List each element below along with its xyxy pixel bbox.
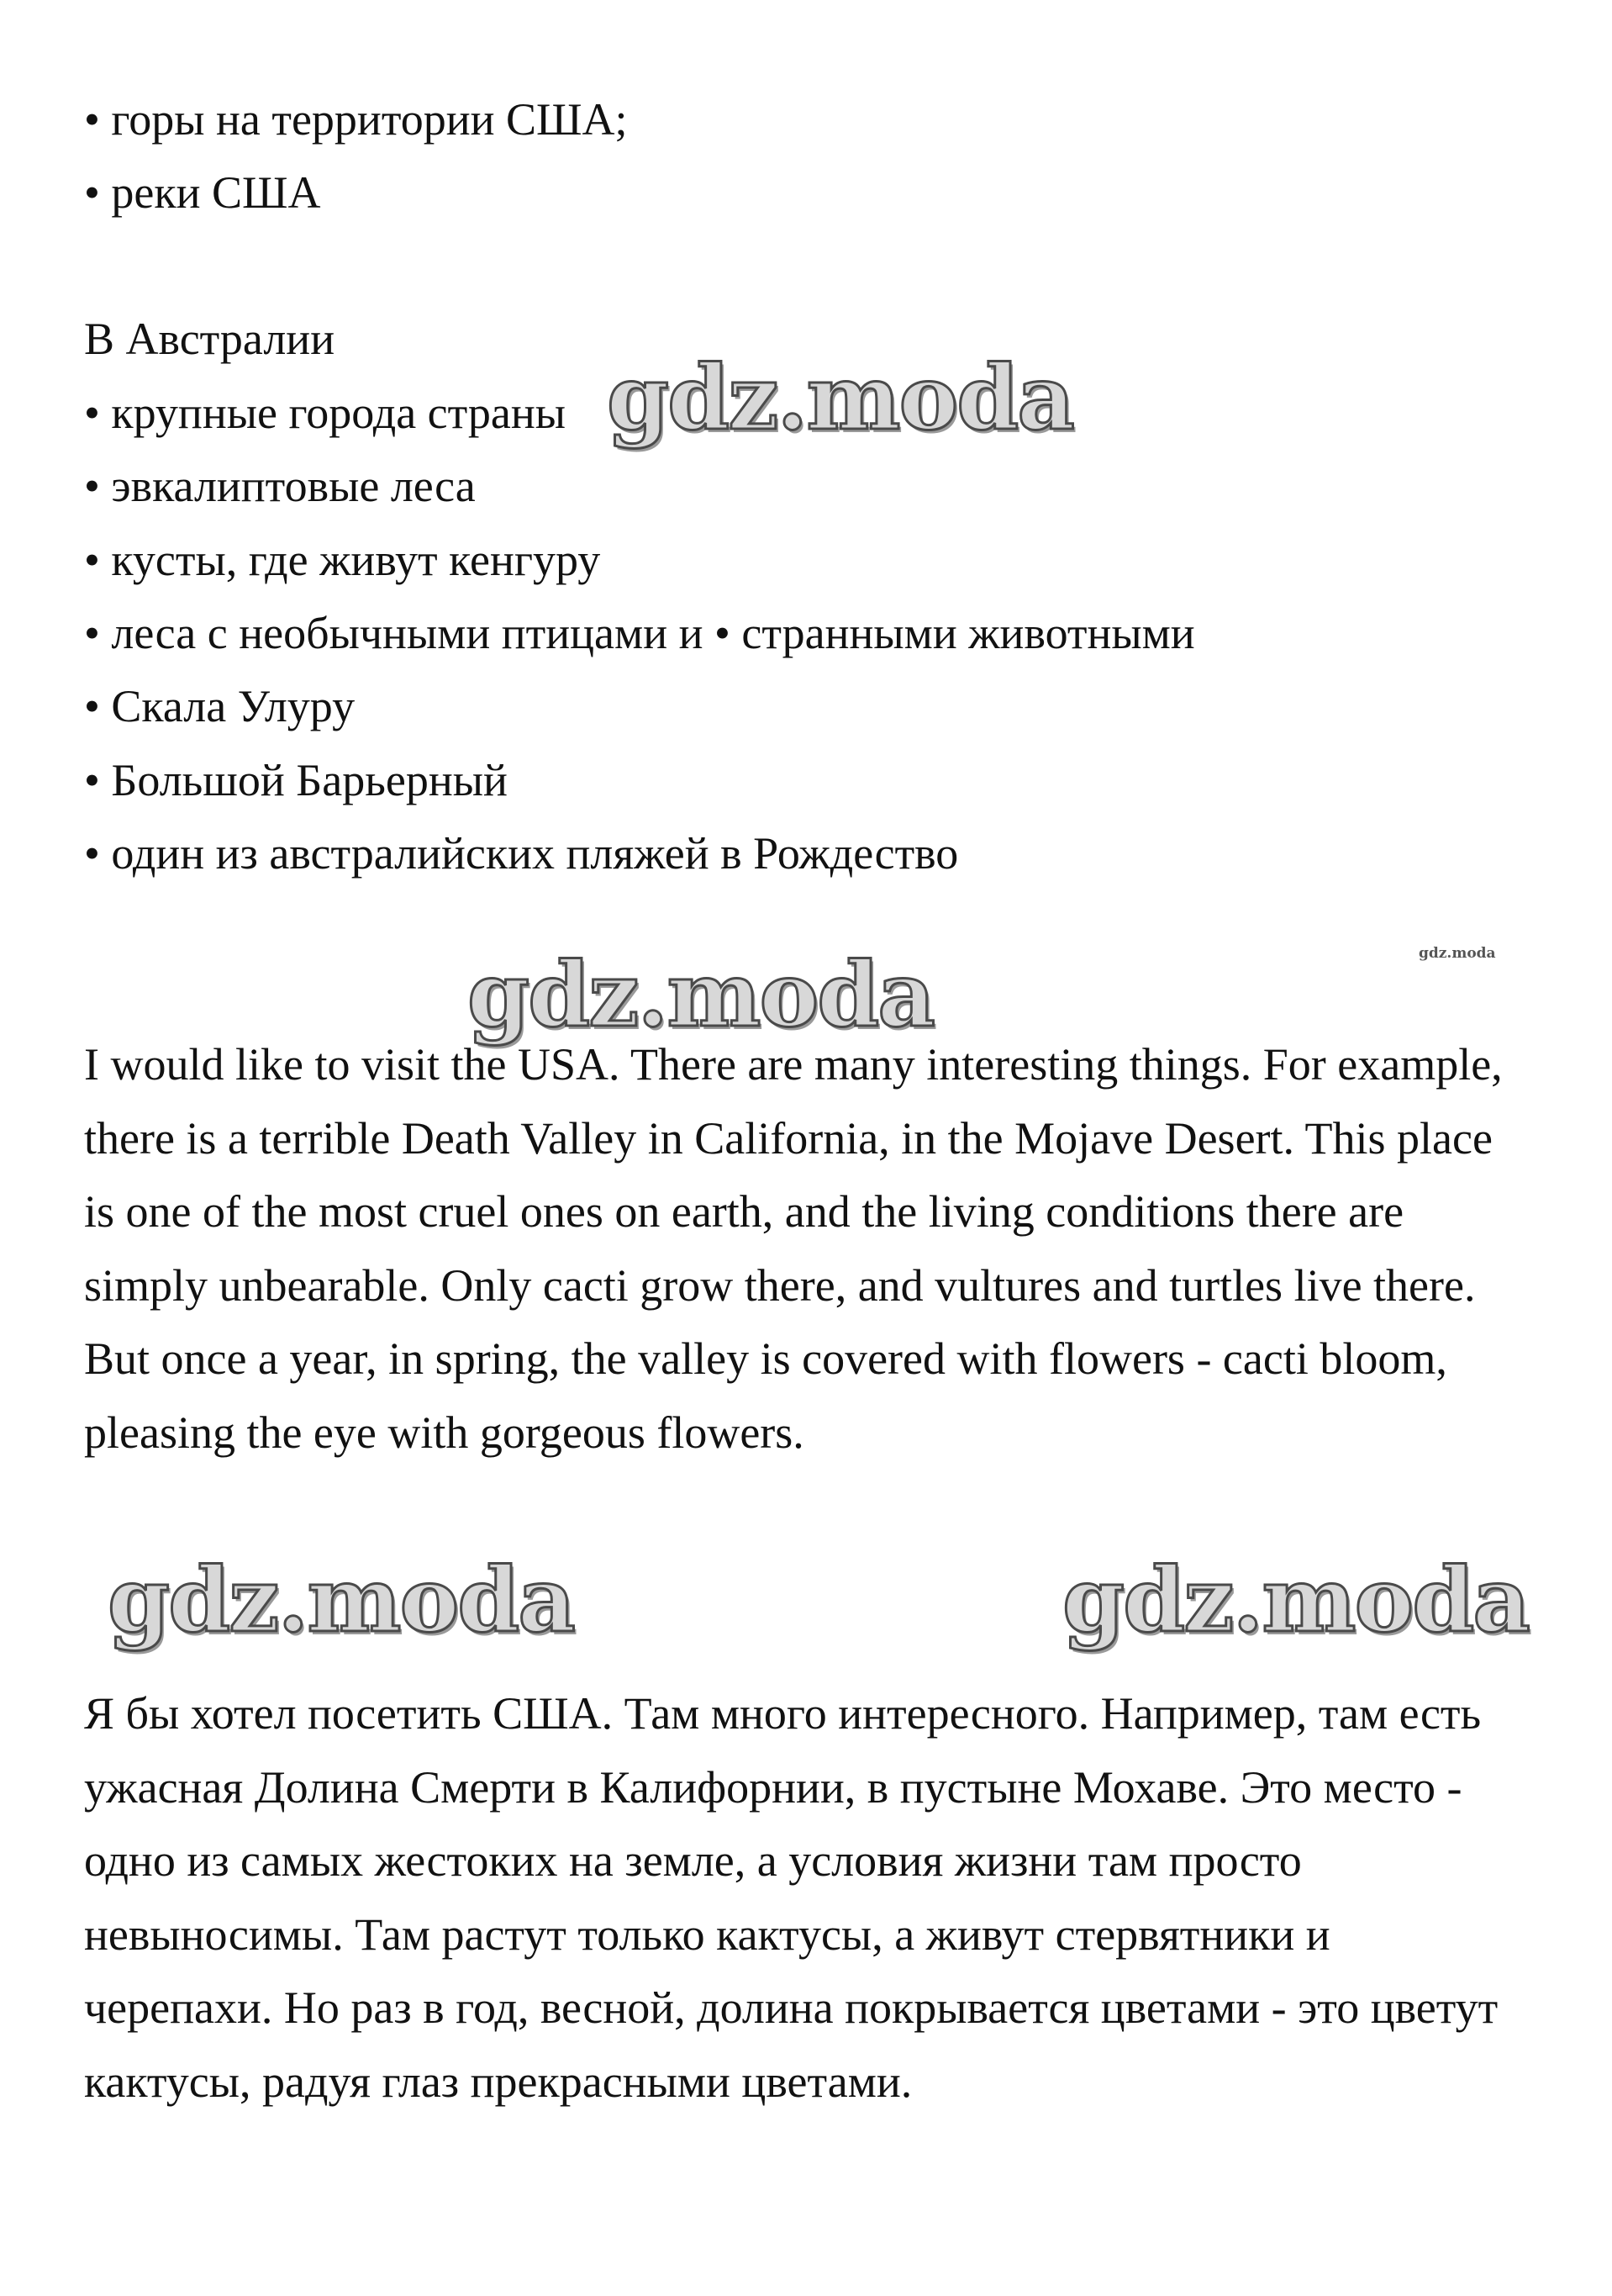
australia-list-item-barrier-reef: • Большой Барьерный — [84, 755, 508, 805]
watermark-logo-left: gdz.moda — [108, 1547, 574, 1652]
watermark-logo-center: gdz.moda — [467, 942, 934, 1047]
australia-list-item-forests: • леса с необычными птицами и • странными животными — [84, 608, 1195, 658]
paragraph-english: I would like to visit the USA. There are many interesting things. For example, there is a terrible Death Valley in California, in the Mojave Desert. This place is one of the most cruel ones on earth, and the living conditions there are simply unbearable. Only cacti grow there, and vultures and turtles live there. But once a year, in spring, the valley is covered with flowers - cacti bloom, pleasing the eye with gorgeous flowers. — [84, 1039, 1503, 1458]
australia-list-item-cities: • крупные города страны — [84, 388, 566, 438]
australia-heading: В Австралии — [84, 314, 335, 364]
australia-list-item-beach: • один из австралийских пляжей в Рождество — [84, 828, 959, 879]
australia-list-item-kangaroo: • кусты, где живут кенгуру — [84, 535, 601, 585]
usa-list-item-mountains: • горы на территории США; — [84, 94, 628, 145]
australia-list-item-eucalyptus: • эвкалиптовые леса — [84, 461, 476, 511]
watermark-logo-right: gdz.moda — [1062, 1547, 1529, 1652]
australia-list-item-uluru: • Скала Улуру — [84, 681, 356, 731]
watermark-small-text: gdz.moda — [1419, 945, 1496, 962]
watermark-logo-top: gdz.moda — [607, 345, 1073, 450]
paragraph-russian: Я бы хотел посетить США. Там много интересного. Например, там есть ужасная Долина Смерти в Калифорнии, в пустыне Мохаве. Это место - одно из самых жестоких на земле, а условия жизни там просто невыносимы. Там растут только кактусы, а живут стервятники и черепахи. Но раз в год, весной, долина покрывается цветами - это цветут кактусы, радуя глаз прекрасными цветами. — [84, 1688, 1499, 2107]
usa-list-item-rivers: • реки США — [84, 167, 321, 218]
